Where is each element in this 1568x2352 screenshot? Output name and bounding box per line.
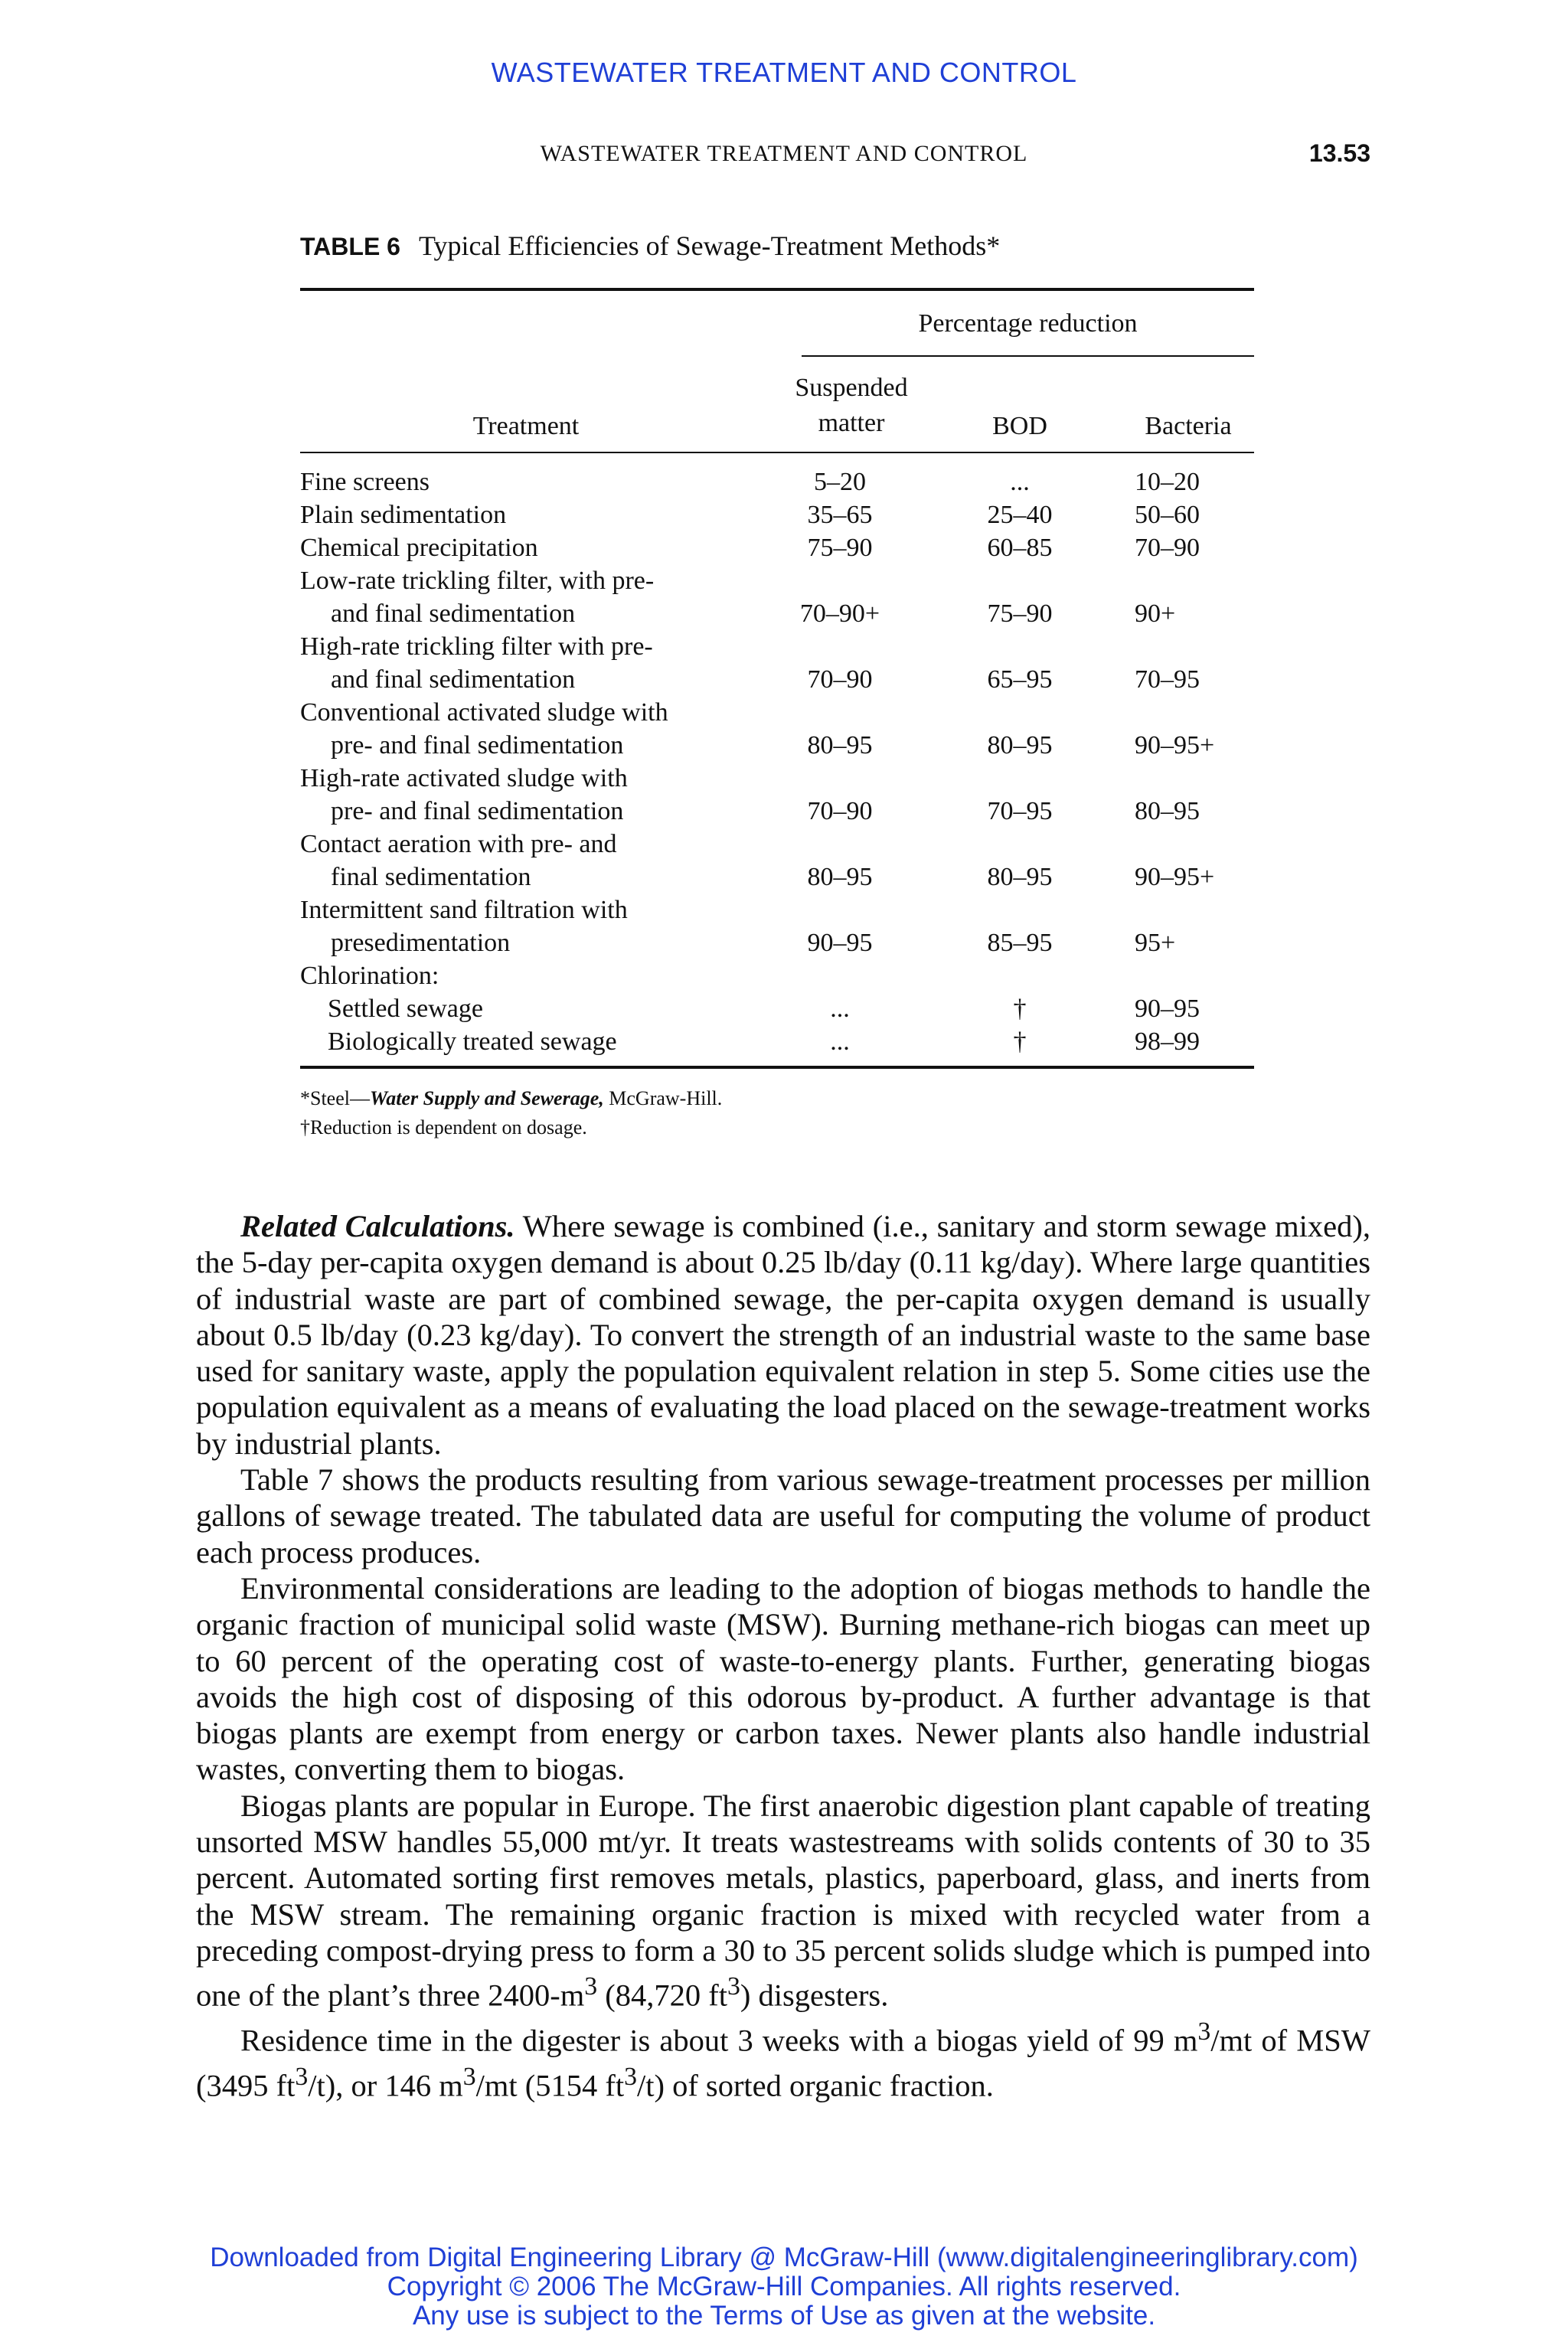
- p5-c: /t), or 146 m: [308, 2068, 463, 2103]
- table-row: [300, 992, 1254, 1025]
- bod-cell: 85–95: [987, 929, 1053, 957]
- table-row: [300, 729, 1254, 762]
- bac-cell: 10–20: [1135, 468, 1200, 496]
- running-head-title: WASTEWATER TREATMENT AND CONTROL: [540, 141, 1028, 166]
- footer-line-1: Downloaded from Digital Engineering Library @ McGraw-Hill (www.digitalengineeringlibrary.com): [210, 2243, 1358, 2272]
- treatment-cell: Conventional activated sludge with: [300, 698, 668, 727]
- ss-cell: 80–95: [807, 731, 873, 760]
- col-header-bod: BOD: [992, 412, 1047, 440]
- table-row: [300, 795, 1254, 828]
- ss-cell: 80–95: [807, 863, 873, 891]
- footnote-source: [300, 1084, 1254, 1113]
- treatment-cell: Settled sewage: [328, 995, 483, 1023]
- treatment-cell: pre- and final sedimentation: [331, 797, 624, 825]
- running-head: [0, 141, 1568, 179]
- treatment-cell: and final sedimentation: [331, 599, 576, 628]
- sup: 3: [624, 2062, 637, 2091]
- bac-cell: 90–95+: [1135, 863, 1215, 891]
- bod-cell: 25–40: [987, 501, 1053, 529]
- bac-cell: 98–99: [1135, 1027, 1200, 1056]
- footer-line-3: Any use is subject to the Terms of Use as given at the website.: [412, 2301, 1156, 2331]
- top-banner: WASTEWATER TREATMENT AND CONTROL: [491, 57, 1077, 88]
- sup: 3: [1197, 2017, 1211, 2047]
- bac-cell: 70–95: [1135, 665, 1200, 694]
- table-row: [300, 498, 1254, 531]
- table-row: [300, 564, 1254, 597]
- paragraph-1: [196, 1208, 1370, 1462]
- col-header-suspended-matter: [775, 371, 928, 441]
- table-bottom-rule: [300, 1066, 1254, 1069]
- sup: 3: [295, 2062, 309, 2091]
- bod-cell: 60–85: [987, 534, 1053, 562]
- paragraph-2: Table 7 shows the products resulting from various sewage-treatment processes per million gallons of sewage treated. The tabulated data are useful for computing the volume of product each process produces.: [196, 1462, 1370, 1570]
- page-number: 13.53: [1308, 139, 1370, 167]
- table-row: [300, 926, 1254, 959]
- footnote-source-prefix: *Steel—: [300, 1087, 370, 1109]
- ss-cell: ...: [830, 995, 850, 1023]
- bac-cell: 80–95: [1135, 797, 1200, 825]
- paragraph-1-text: Where sewage is combined (i.e., sanitary and storm sewage mixed), the 5-day per-capita oxygen demand is about 0.25 lb/day (0.11 kg/day). Where large quantities of industrial waste are part of combined sewage, the per-capita oxygen demand is usually about 0.5 lb/day (0.23 kg/day). To convert the strength of an industrial waste to the same base used for sanitary waste, apply the population equivalent relation in step 5. Some cities use the population equivalent as a means of evaluating the load placed on the sewage-treatment works by industrial plants.: [196, 1209, 1370, 1461]
- bod-cell: 80–95: [987, 863, 1053, 891]
- sup: 3: [584, 1972, 598, 2001]
- treatment-cell: Chlorination:: [300, 962, 439, 990]
- bac-cell: 90+: [1135, 599, 1176, 628]
- bac-cell: 95+: [1135, 929, 1176, 957]
- table-row: [300, 597, 1254, 630]
- treatment-cell: Contact aeration with pre- and: [300, 830, 617, 858]
- table-row: [300, 663, 1254, 696]
- bod-cell: 65–95: [987, 665, 1053, 694]
- treatment-cell: Chemical precipitation: [300, 534, 538, 562]
- table-row: [300, 466, 1254, 498]
- p5-b: /mt of MSW (3495 ft: [196, 2023, 1370, 2103]
- ss-cell: ...: [830, 1027, 850, 1056]
- p5-e: /t) of sorted organic fraction.: [636, 2068, 994, 2103]
- table-row: [300, 959, 1254, 992]
- treatment-cell: Intermittent sand filtration with: [300, 896, 628, 924]
- treatment-cell: final sedimentation: [331, 863, 531, 891]
- table-number: TABLE 6: [300, 233, 400, 260]
- sup: 3: [462, 2062, 476, 2091]
- table-body: [300, 453, 1254, 1066]
- runin-heading: Related Calculations.: [240, 1209, 515, 1243]
- bod-cell: 75–90: [987, 599, 1053, 628]
- ss-cell: 35–65: [807, 501, 873, 529]
- ss-cell: 70–90+: [799, 599, 880, 628]
- ss-cell: 5–20: [814, 468, 866, 496]
- p5-a: Residence time in the digester is about 3 weeks with a biogas yield of 99 m: [240, 2023, 1198, 2058]
- sup: 3: [727, 1972, 740, 2001]
- footer-line-2: Copyright © 2006 The McGraw-Hill Companies. All rights reserved.: [387, 2272, 1181, 2301]
- treatment-cell: and final sedimentation: [331, 665, 576, 694]
- paragraph-5: [196, 2014, 1370, 2104]
- table-row: [300, 630, 1254, 663]
- table-row: [300, 531, 1254, 564]
- col-header-ss-line1: Suspended: [795, 374, 908, 402]
- table-row: [300, 828, 1254, 861]
- ss-cell: 70–90: [807, 797, 873, 825]
- col-header-treatment: Treatment: [472, 412, 580, 440]
- treatment-cell: Fine screens: [300, 468, 430, 496]
- p4-a: Biogas plants are popular in Europe. The first anaerobic digestion plant capable of treating unsorted MSW handles 55,000 mt/yr. It treats wastestreams with solids contents of 30 to 35 percent. Automated sorting first removes metals, plastics, paperboard, glass, and inerts from the MSW stream. The remaining organic fraction is mixed with recycled water from a preceding compost-drying press to form a 30 to 35 percent solids sludge which is pumped into one of the plant’s three 2400-m: [196, 1788, 1370, 2013]
- treatment-cell: Plain sedimentation: [300, 501, 507, 529]
- bod-cell: †: [1013, 1027, 1027, 1056]
- footnote-dosage: †Reduction is dependent on dosage.: [300, 1116, 587, 1138]
- p4-b: (84,720 ft: [597, 1978, 727, 2013]
- table-header: [300, 291, 1254, 452]
- bod-cell: ...: [1010, 468, 1030, 496]
- table-row: [300, 893, 1254, 926]
- p4-c: ) disgesters.: [740, 1978, 889, 2013]
- table-row: [300, 861, 1254, 893]
- footnote-source-book: Water Supply and Sewerage,: [370, 1087, 604, 1109]
- table-row: [300, 762, 1254, 795]
- p5-d: /mt (5154 ft: [475, 2068, 625, 2103]
- col-header-bacteria: Bacteria: [1145, 412, 1232, 440]
- table-row: [300, 1025, 1254, 1058]
- download-footer: [0, 2243, 1568, 2331]
- table-footnotes: [300, 1084, 1254, 1142]
- treatment-cell: High-rate activated sludge with: [300, 764, 628, 792]
- ss-cell: 70–90: [807, 665, 873, 694]
- table-caption: [300, 230, 1000, 262]
- ss-cell: 90–95: [807, 929, 873, 957]
- body-text: [196, 1208, 1370, 2104]
- bod-cell: 80–95: [987, 731, 1053, 760]
- treatment-cell: pre- and final sedimentation: [331, 731, 624, 760]
- treatment-cell: Low-rate trickling filter, with pre-: [300, 567, 655, 595]
- treatment-cell: High-rate trickling filter with pre-: [300, 632, 653, 661]
- footnote-source-suffix: McGraw-Hill.: [603, 1087, 723, 1109]
- col-header-ss-line2: matter: [818, 409, 885, 437]
- paragraph-4: [196, 1788, 1370, 2014]
- bod-cell: 70–95: [987, 797, 1053, 825]
- efficiency-table: [300, 288, 1254, 1142]
- group-header: Percentage reduction: [918, 309, 1138, 338]
- group-header-rule: [802, 355, 1254, 357]
- table-title: Typical Efficiencies of Sewage-Treatment Methods*: [418, 230, 1001, 261]
- bac-cell: 50–60: [1135, 501, 1200, 529]
- table-row: [300, 696, 1254, 729]
- bod-cell: †: [1013, 995, 1027, 1023]
- treatment-cell: presedimentation: [331, 929, 511, 957]
- bac-cell: 70–90: [1135, 534, 1200, 562]
- paragraph-3: Environmental considerations are leading to the adoption of biogas methods to handle the organic fraction of municipal solid waste (MSW). Burning methane-rich biogas can meet up to 60 percent of the operating cost of waste-to-energy plants. Further, generating biogas avoids the high cost of disposing of this odorous by-product. A further advantage is that biogas plants are exempt from energy or carbon taxes. Newer plants also handle industrial wastes, converting them to biogas.: [196, 1570, 1370, 1787]
- bac-cell: 90–95: [1135, 995, 1200, 1023]
- bac-cell: 90–95+: [1135, 731, 1215, 760]
- ss-cell: 75–90: [807, 534, 873, 562]
- treatment-cell: Biologically treated sewage: [328, 1027, 617, 1056]
